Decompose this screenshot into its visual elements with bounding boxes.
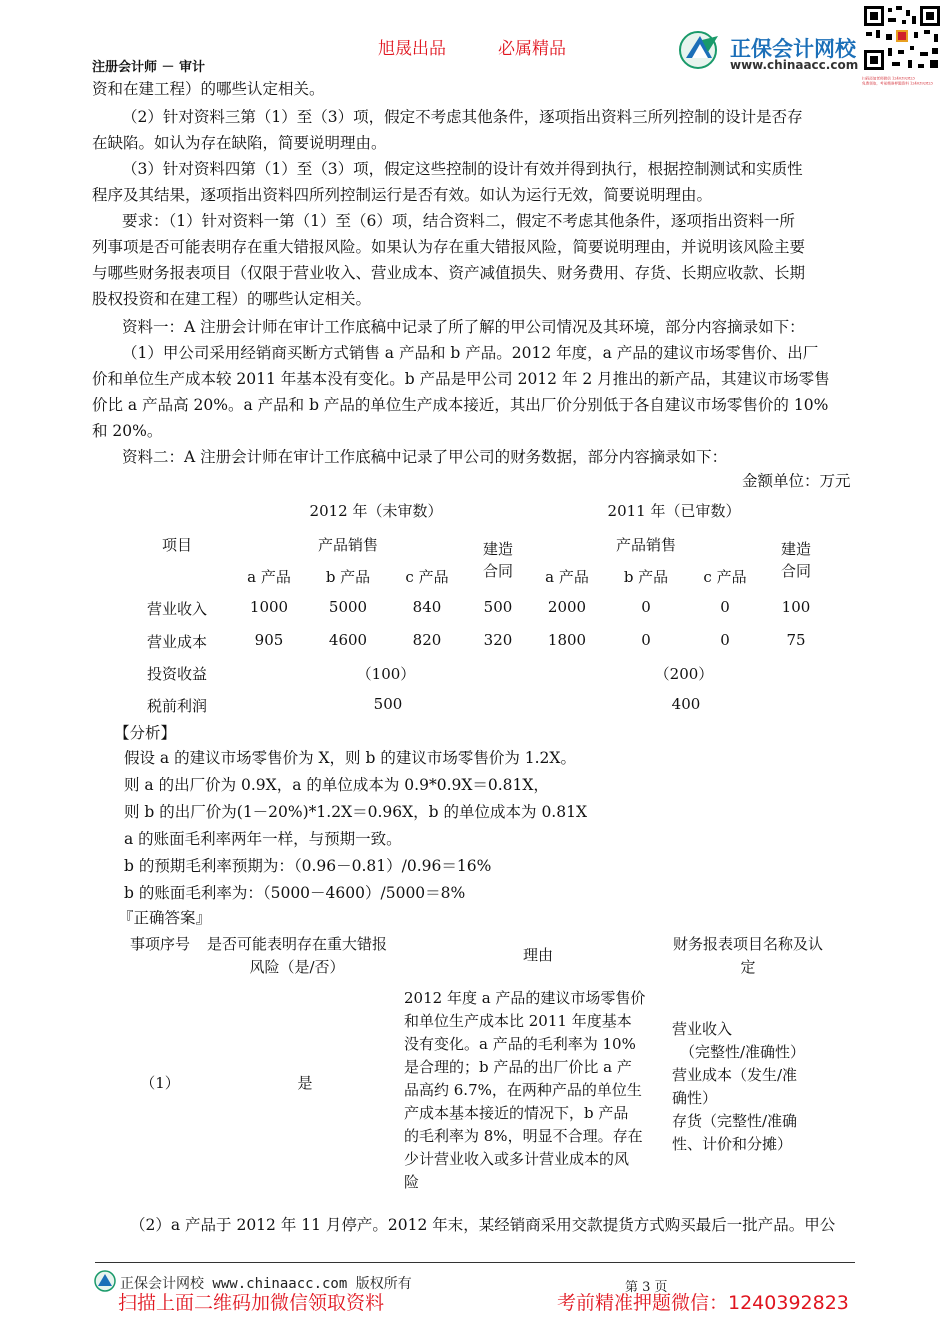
cell: 0 (641, 631, 651, 649)
cell: 75 (786, 631, 806, 649)
answer-risk: 是 (297, 1074, 313, 1092)
reason-line: 险 (404, 1173, 420, 1191)
qr-caption-2: 免费领取，考前精准押题资料 1240392823 (862, 81, 933, 86)
footer-divider (95, 1262, 855, 1263)
items-line: 确性） (672, 1089, 718, 1107)
footer-logo-icon (94, 1270, 116, 1292)
analysis-line: b 的预期毛利率预期为：（0.96－0.81）/0.96＝16% (124, 857, 492, 875)
answer-header-items: 财务报表项目名称及认定 (672, 935, 823, 976)
analysis-line: 则 a 的出厂价为 0.9X，a 的单位成本为 0.9*0.9X＝0.81X， (124, 776, 549, 794)
cell: 0 (641, 598, 651, 616)
col-b-2012: b 产品 (325, 568, 371, 586)
answer-no: （1） (140, 1074, 180, 1092)
body-line: 资和在建工程）的哪些认定相关。 (92, 80, 325, 98)
cell: 100 (781, 598, 811, 616)
reason-line: 产成本基本接近的情况下，b 产品 (404, 1104, 629, 1122)
qr-code (862, 4, 942, 90)
col-c-2011: c 产品 (703, 568, 747, 586)
promo-left: 扫描上面二维码加微信领取资料 (118, 1292, 385, 1314)
sales-header-2011: 产品销售 (615, 536, 677, 554)
item-header: 项目 (161, 536, 193, 554)
profit-2012: 500 (373, 695, 403, 713)
body-line: 要求：（1）针对资料一第（1）至（6）项，结合资料二，假定不考虑其他条件，逐项指出资料一所 (122, 212, 795, 230)
contract-header-2011: 建造合同 (780, 540, 811, 580)
invest-2011: （200） (654, 665, 714, 683)
col-a-2012: a 产品 (247, 568, 291, 586)
contract-header-2012: 建造合同 (482, 540, 513, 580)
analysis-line: 则 b 的出厂价为(1－20%)*1.2X＝0.96X，b 的单位成本为 0.81X (124, 803, 587, 821)
logo-name: 正保会计网校 (730, 37, 856, 61)
cell: 320 (483, 631, 513, 649)
reason-line: 2012 年度 a 产品的建议市场零售价 (404, 989, 646, 1007)
body-line: 资料二：A 注册会计师在审计工作底稿中记录了甲公司的财务数据，部分内容摘录如下： (122, 448, 728, 466)
year-2011-header: 2011 年（已审数） (607, 502, 741, 520)
qr-caption-1: 扫码添加老师微信 1240392823 (862, 76, 915, 81)
col-b-2011: b 产品 (623, 568, 669, 586)
promo-right: 考前精准押题微信：1240392823 (557, 1292, 849, 1314)
row-label: 营业收入 (146, 600, 208, 618)
body-line: 在缺陷。如认为存在缺陷，简要说明理由。 (92, 134, 387, 152)
cell: 820 (412, 631, 442, 649)
invest-2012: （100） (356, 665, 416, 683)
reason-line: 是合理的；b 产品的出厂价比 a 产 (404, 1058, 632, 1076)
body-line: 价和单位生产成本较 2011 年基本没有变化。b 产品是甲公司 2012 年 2 月推出的新产品，其建议市场零售 (92, 370, 830, 388)
reason-line: 和单位生产成本比 2011 年度基本 (404, 1012, 632, 1030)
body-line: 和 20%。 (92, 422, 163, 440)
items-line: （完整性/准确性） (680, 1043, 806, 1061)
body-line: 价比 a 产品高 20%。a 产品和 b 产品的单位生产成本接近，其出厂价分别低于各自建议市场零售价的 10% (92, 396, 829, 414)
analysis-title: 【分析】 (114, 724, 177, 742)
answer-title: 『正确答案』 (118, 909, 212, 927)
items-line: 营业收入 (672, 1020, 733, 1038)
cell: 4600 (328, 631, 368, 649)
sales-header-2012: 产品销售 (317, 536, 379, 554)
body-line: 与哪些财务报表项目（仅限于营业收入、营业成本、资产减值损失、财务费用、存货、长期应收款、长期 (92, 264, 806, 282)
body-line: （1）甲公司采用经销商买断方式销售 a 产品和 b 产品。2012 年度，a 产品的建议市场零售价、出厂 (122, 344, 819, 362)
answer-header-reason: 理由 (522, 946, 553, 964)
reason-line: 品高约 6.7%，在两种产品的单位生 (404, 1081, 642, 1099)
body-line-tail: （2）a 产品于 2012 年 11 月停产。2012 年末，某经销商采用交款提货方式购买最后一批产品。甲公 (130, 1216, 836, 1234)
footer-page-number: 第 3 页 (625, 1280, 668, 1295)
analysis-line: 假设 a 的建议市场零售价为 X，则 b 的建议市场零售价为 1.2X。 (124, 749, 576, 767)
cell: 905 (254, 631, 284, 649)
cell: 840 (412, 598, 442, 616)
answer-header-no: 事项序号 (130, 935, 191, 953)
subject-header: 注册会计师 － 审计 (92, 60, 206, 75)
cell: 5000 (328, 598, 368, 616)
brand-right: 必属精品 (498, 39, 566, 59)
brand-left: 旭晟出品 (378, 39, 446, 59)
cell: 0 (720, 598, 730, 616)
unit-label: 金额单位：万元 (742, 472, 851, 490)
body-line: 资料一：A 注册会计师在审计工作底稿中记录了所了解的甲公司情况及其环境，部分内容摘录如下： (122, 318, 805, 336)
body-line: 列事项是否可能表明存在重大错报风险。如果认为存在重大错报风险，简要说明理由，并说明该风险主要 (92, 238, 806, 256)
cell: 2000 (547, 598, 587, 616)
items-line: 性、计价和分摊） (672, 1135, 793, 1153)
year-2012-header: 2012 年（未审数） (309, 502, 443, 520)
col-c-2012: c 产品 (405, 568, 449, 586)
cell: 1800 (547, 631, 587, 649)
body-line: （2）针对资料三第（1）至（3）项，假定不考虑其他条件，逐项指出资料三所列控制的设计是否存 (122, 108, 803, 126)
chinaacc-logo-icon (678, 30, 722, 70)
logo-url: www.chinaacc.com (730, 58, 859, 72)
reason-line: 少计营业收入或多计营业成本的风 (404, 1150, 630, 1168)
items-line: 存货（完整性/准确 (672, 1112, 798, 1130)
reason-line: 的毛利率为 8%，明显不合理。存在 (404, 1127, 643, 1145)
row-label: 税前利润 (146, 697, 208, 715)
body-line: 程序及其结果，逐项指出资料四所列控制运行是否有效。如认为运行无效，简要说明理由。 (92, 186, 713, 204)
body-line: 股权投资和在建工程）的哪些认定相关。 (92, 290, 372, 308)
footer-copyright: 正保会计网校 www.chinaacc.com 版权所有 (120, 1276, 412, 1292)
row-label: 投资收益 (146, 665, 208, 683)
cell: 0 (720, 631, 730, 649)
analysis-line: a 的账面毛利率两年一样，与预期一致。 (124, 830, 402, 848)
items-line: 营业成本（发生/准 (672, 1066, 798, 1084)
cell: 500 (483, 598, 513, 616)
row-label: 营业成本 (146, 633, 208, 651)
profit-2011: 400 (671, 695, 701, 713)
analysis-line: b 的账面毛利率为：（5000－4600）/5000＝8% (124, 884, 466, 902)
answer-header-risk: 是否可能表明存在重大错报风险（是/否） (206, 935, 387, 976)
reason-line: 没有变化。a 产品的毛利率为 10% (404, 1035, 636, 1053)
cell: 1000 (249, 598, 289, 616)
body-line: （3）针对资料四第（1）至（3）项，假定这些控制的设计有效并得到执行，根据控制测试和实质性 (122, 160, 803, 178)
col-a-2011: a 产品 (545, 568, 589, 586)
